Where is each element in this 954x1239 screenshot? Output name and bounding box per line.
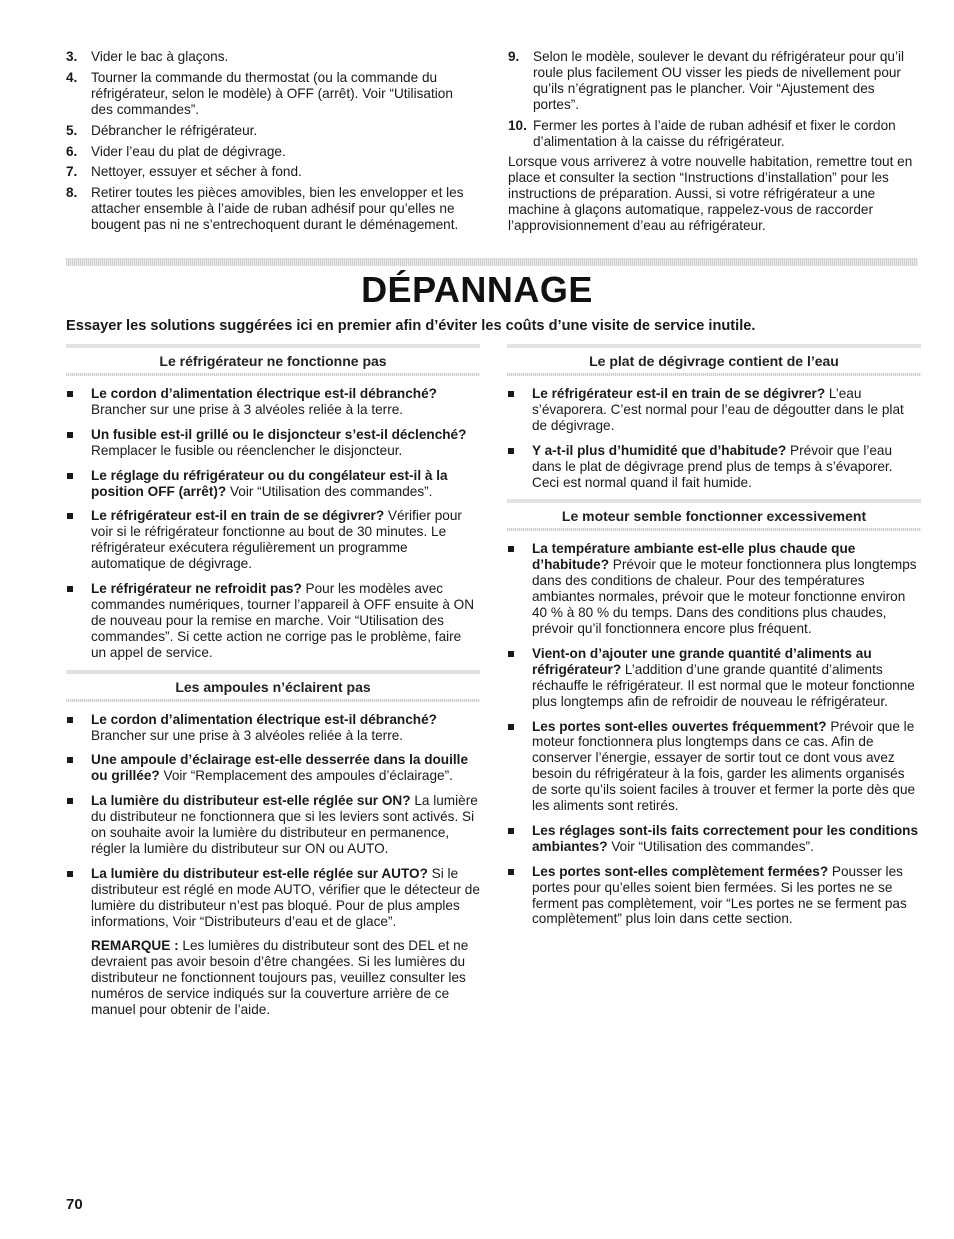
step-number: 3. [66, 49, 78, 64]
answer-text: Pour les modèles avec commandes numériques, tourner l’appareil à OFF ensuite à ON de nouveau pour la remise en marche. Voir “Utilisation des commandes”. Si cette action ne corrige pas le problème, faire un appel de service. [91, 581, 475, 660]
bullet-icon [67, 757, 73, 763]
question-item [66, 712, 480, 744]
question-text: Les portes sont-elles complètement fermées? [532, 863, 829, 879]
answer-text: L’addition d’une grande quantité d’aliments réchauffe le réfrigérateur. Il est normal que le moteur fonctionne plus longtemps afin de refroidir de nouveau le réfrigérateur. [532, 661, 915, 709]
question-item [507, 719, 921, 814]
question-text: Le réfrigérateur est-il en train de se dégivrer? [91, 508, 385, 524]
intro-text: Essayer les solutions suggérées ici en premier afin d’éviter les coûts d’une visite de service inutile. [66, 318, 756, 334]
question-item [66, 793, 480, 857]
bullet-icon [67, 586, 73, 592]
step-number: 4. [66, 69, 78, 85]
question-text: Le cordon d’alimentation électrique est-il débranché? [91, 711, 437, 727]
note-text: Les lumières du distributeur sont des DEL et ne devraient pas avoir besoin d’être changées. Si les lumières du distributeur ne fonctionnent toujours pas, veuillez consulter les numéros de service indiqués sur la couverture arrière de ce manuel pour obtenir de l’aide. [91, 938, 469, 1018]
moving-steps-list [66, 49, 478, 233]
bullet-icon [67, 432, 73, 438]
bullet-icon [508, 869, 514, 875]
answer-text: Si le distributeur est réglé en mode AUTO, vérifier que le détecteur de lumière du distributeur n’est pas bloqué. Pour de plus amples informations, Voir “Distributeurs d’eau et de glace”. [91, 865, 480, 929]
question-list [66, 386, 480, 661]
question-item [66, 581, 480, 661]
bullet-icon [508, 724, 514, 730]
note-paragraph [66, 938, 480, 1018]
question-item [66, 386, 480, 418]
step-number: 6. [66, 143, 78, 159]
step-item [66, 49, 478, 65]
bullet-icon [67, 871, 73, 877]
answer-text: Remplacer le fusible ou réenclencher le disjoncteur. [91, 442, 403, 458]
question-text: La lumière du distributeur est-elle réglée sur AUTO? [91, 865, 428, 881]
section-heading-bar [66, 344, 480, 376]
section-heading-bar [507, 499, 921, 531]
step-number: 9. [508, 49, 520, 64]
answer-text: Vérifier pour voir si le réfrigérateur fonctionne au bout de 30 minutes. Le réfrigérateur exécutera régulièrement un programme automatique de dégivrage. [91, 508, 462, 572]
step-text: Fermer les portes à l’aide de ruban adhésif et fixer le cordon d’alimentation à la caisse du réfrigérateur. [533, 117, 896, 149]
answer-text: Voir “Utilisation des commandes”. [607, 838, 814, 854]
bullet-icon [508, 546, 514, 552]
bullet-icon [67, 473, 73, 479]
question-item [507, 443, 921, 491]
question-item [507, 823, 921, 855]
moving-steps-list-continued [508, 49, 920, 149]
bullet-icon [508, 391, 514, 397]
troubleshooting-left-column [66, 344, 480, 1026]
section-heading-bar [66, 670, 480, 702]
question-item [66, 427, 480, 459]
step-item [66, 123, 478, 139]
answer-text: Voir “Remplacement des ampoules d’éclairage”. [159, 768, 453, 784]
question-item [507, 864, 921, 928]
bullet-icon [67, 513, 73, 519]
troubleshooting-section [66, 344, 480, 661]
answer-text: Voir “Utilisation des commandes”. [226, 483, 433, 499]
step-text: Selon le modèle, soulever le devant du réfrigérateur pour qu’il roule plus facilement OU visser les pieds de nivellement pour qu’ils n’égratignent pas le plancher. Voir “Ajustement des portes”. [533, 49, 905, 112]
question-item [66, 752, 480, 784]
bullet-icon [67, 798, 73, 804]
section-heading-bar [507, 344, 921, 376]
moving-steps-right [508, 49, 920, 234]
step-item [508, 118, 920, 150]
bullet-icon [508, 448, 514, 454]
answer-text: Prévoir que le moteur fonctionnera plus longtemps dans ce cas. Afin de conserver l’énergie, essayer de sortir tout ce dont vous avez besoin du réfrigérateur à la fois, garder les aliments organisés de sorte qu’ils soient faciles à trouver et fermer la porte dès que les aliments sont retirés. [532, 718, 916, 814]
troubleshooting-right-column [507, 344, 921, 936]
troubleshooting-section [507, 344, 921, 490]
question-text: Un fusible est-il grillé ou le disjoncteur s’est-il déclenché? [91, 426, 467, 442]
question-text: Une ampoule d’éclairage est-elle desserrée dans la douille ou grillée? [91, 752, 469, 784]
step-text: Vider le bac à glaçons. [91, 49, 229, 64]
step-number: 7. [66, 164, 78, 180]
question-item [66, 866, 480, 930]
note-label: REMARQUE : [91, 938, 179, 954]
section-heading: Le moteur semble fonctionner excessivement [561, 508, 867, 525]
step-item [66, 185, 478, 233]
step-item [66, 164, 478, 180]
new-home-paragraph: Lorsque vous arriverez à votre nouvelle habitation, remettre tout en place et consulter la section “Instructions d’installation” pour les instructions de préparation. Aussi, si votre réfrigérateur a une machine à glaçons automatique, rappelez-vous de raccorder l’approvisionnement d’eau au réfrigérateur. [508, 154, 913, 234]
answer-text: L’eau s’évaporera. C’est normal pour l’eau de dégoutter dans le plat de dégivrage. [532, 386, 904, 433]
step-number: 8. [66, 185, 78, 201]
answer-text: Brancher sur une prise à 3 alvéoles reliée à la terre. [91, 727, 404, 743]
bullet-icon [508, 828, 514, 834]
step-item [66, 144, 478, 160]
troubleshooting-section [66, 670, 480, 1018]
question-text: Le réfrigérateur est-il en train de se dégivrer? [532, 386, 826, 401]
troubleshooting-section [507, 499, 921, 927]
question-item [66, 468, 480, 500]
page-number: 70 [66, 1196, 83, 1213]
question-text: La température ambiante est-elle plus chaude que d’habitude? [532, 541, 856, 573]
section-heading: Les ampoules n’éclairent pas [175, 678, 371, 695]
step-text: Nettoyer, essuyer et sécher à fond. [91, 164, 302, 180]
answer-text: Brancher sur une prise à 3 alvéoles reliée à la terre. [91, 401, 404, 417]
step-text: Débrancher le réfrigérateur. [91, 122, 258, 138]
step-text: Vider l’eau du plat de dégivrage. [91, 143, 286, 159]
moving-steps-left [66, 49, 478, 238]
question-text: Le cordon d’alimentation électrique est-il débranché? [91, 386, 437, 401]
question-item [507, 541, 921, 636]
bullet-icon [67, 391, 73, 397]
answer-text: Pousser les portes pour qu’elles soient bien fermées. Si les portes ne se ferment pas complètement, voir “Les portes ne se ferment pas complètement” plus loin dans cette section. [532, 863, 907, 927]
question-text: Vient-on d’ajouter une grande quantité d’aliments au réfrigérateur? [532, 645, 872, 677]
question-text: Le réfrigérateur ne refroidit pas? [91, 581, 302, 597]
question-list [507, 541, 921, 927]
step-number: 10. [508, 117, 527, 133]
section-heading: Le réfrigérateur ne fonctionne pas [159, 353, 387, 369]
question-item [507, 646, 921, 710]
section-divider [66, 258, 918, 266]
step-text: Tourner la commande du thermostat (ou la commande du réfrigérateur, selon le modèle) à OFF (arrêt). Voir “Utilisation des commandes”. [91, 69, 453, 117]
bullet-icon [67, 717, 73, 723]
section-heading: Le plat de dégivrage contient de l’eau [589, 353, 839, 369]
answer-text: Prévoir que l’eau dans le plat de dégivrage prend plus de temps à s’évaporer. Ceci est normal quand il fait humide. [532, 442, 893, 490]
question-text: Le réglage du réfrigérateur ou du congélateur est-il à la position OFF (arrêt)? [91, 467, 448, 499]
question-text: Les portes sont-elles ouvertes fréquemment? [532, 718, 827, 734]
bullet-icon [508, 651, 514, 657]
question-text: Les réglages sont-ils faits correctement pour les conditions ambiantes? [532, 822, 919, 854]
page-title: DÉPANNAGE [361, 269, 593, 310]
question-text: Y a-t-il plus d’humidité que d’habitude? [532, 442, 787, 458]
step-item [66, 70, 478, 118]
question-text: La lumière du distributeur est-elle réglée sur ON? [91, 793, 411, 809]
answer-text: La lumière du distributeur ne fonctionnera que si les leviers sont activés. Si on souhaite avoir la lumière du distributeur en permanence, régler la lumière du distributeur sur ON ou AUTO. [91, 793, 478, 856]
step-item [508, 49, 920, 113]
question-item [66, 508, 480, 572]
question-list [507, 386, 921, 490]
question-item [507, 386, 921, 434]
answer-text: Prévoir que le moteur fonctionnera plus longtemps dans des conditions de chaleur. Pour des températures ambiantes normales, prévoir que le moteur fonctionne environ 40 % à 80 % du temps. Dans des conditions plus chaudes, prévoir qu’il fonctionnera encore plus fréquent. [532, 557, 917, 636]
question-list [66, 712, 480, 930]
step-number: 5. [66, 122, 78, 138]
step-text: Retirer toutes les pièces amovibles, bien les envelopper et les attacher ensemble à l’aide de ruban adhésif pour qu’elles ne bougent pas ni ne s’entrechoquent durant le déménagement. [91, 185, 464, 233]
